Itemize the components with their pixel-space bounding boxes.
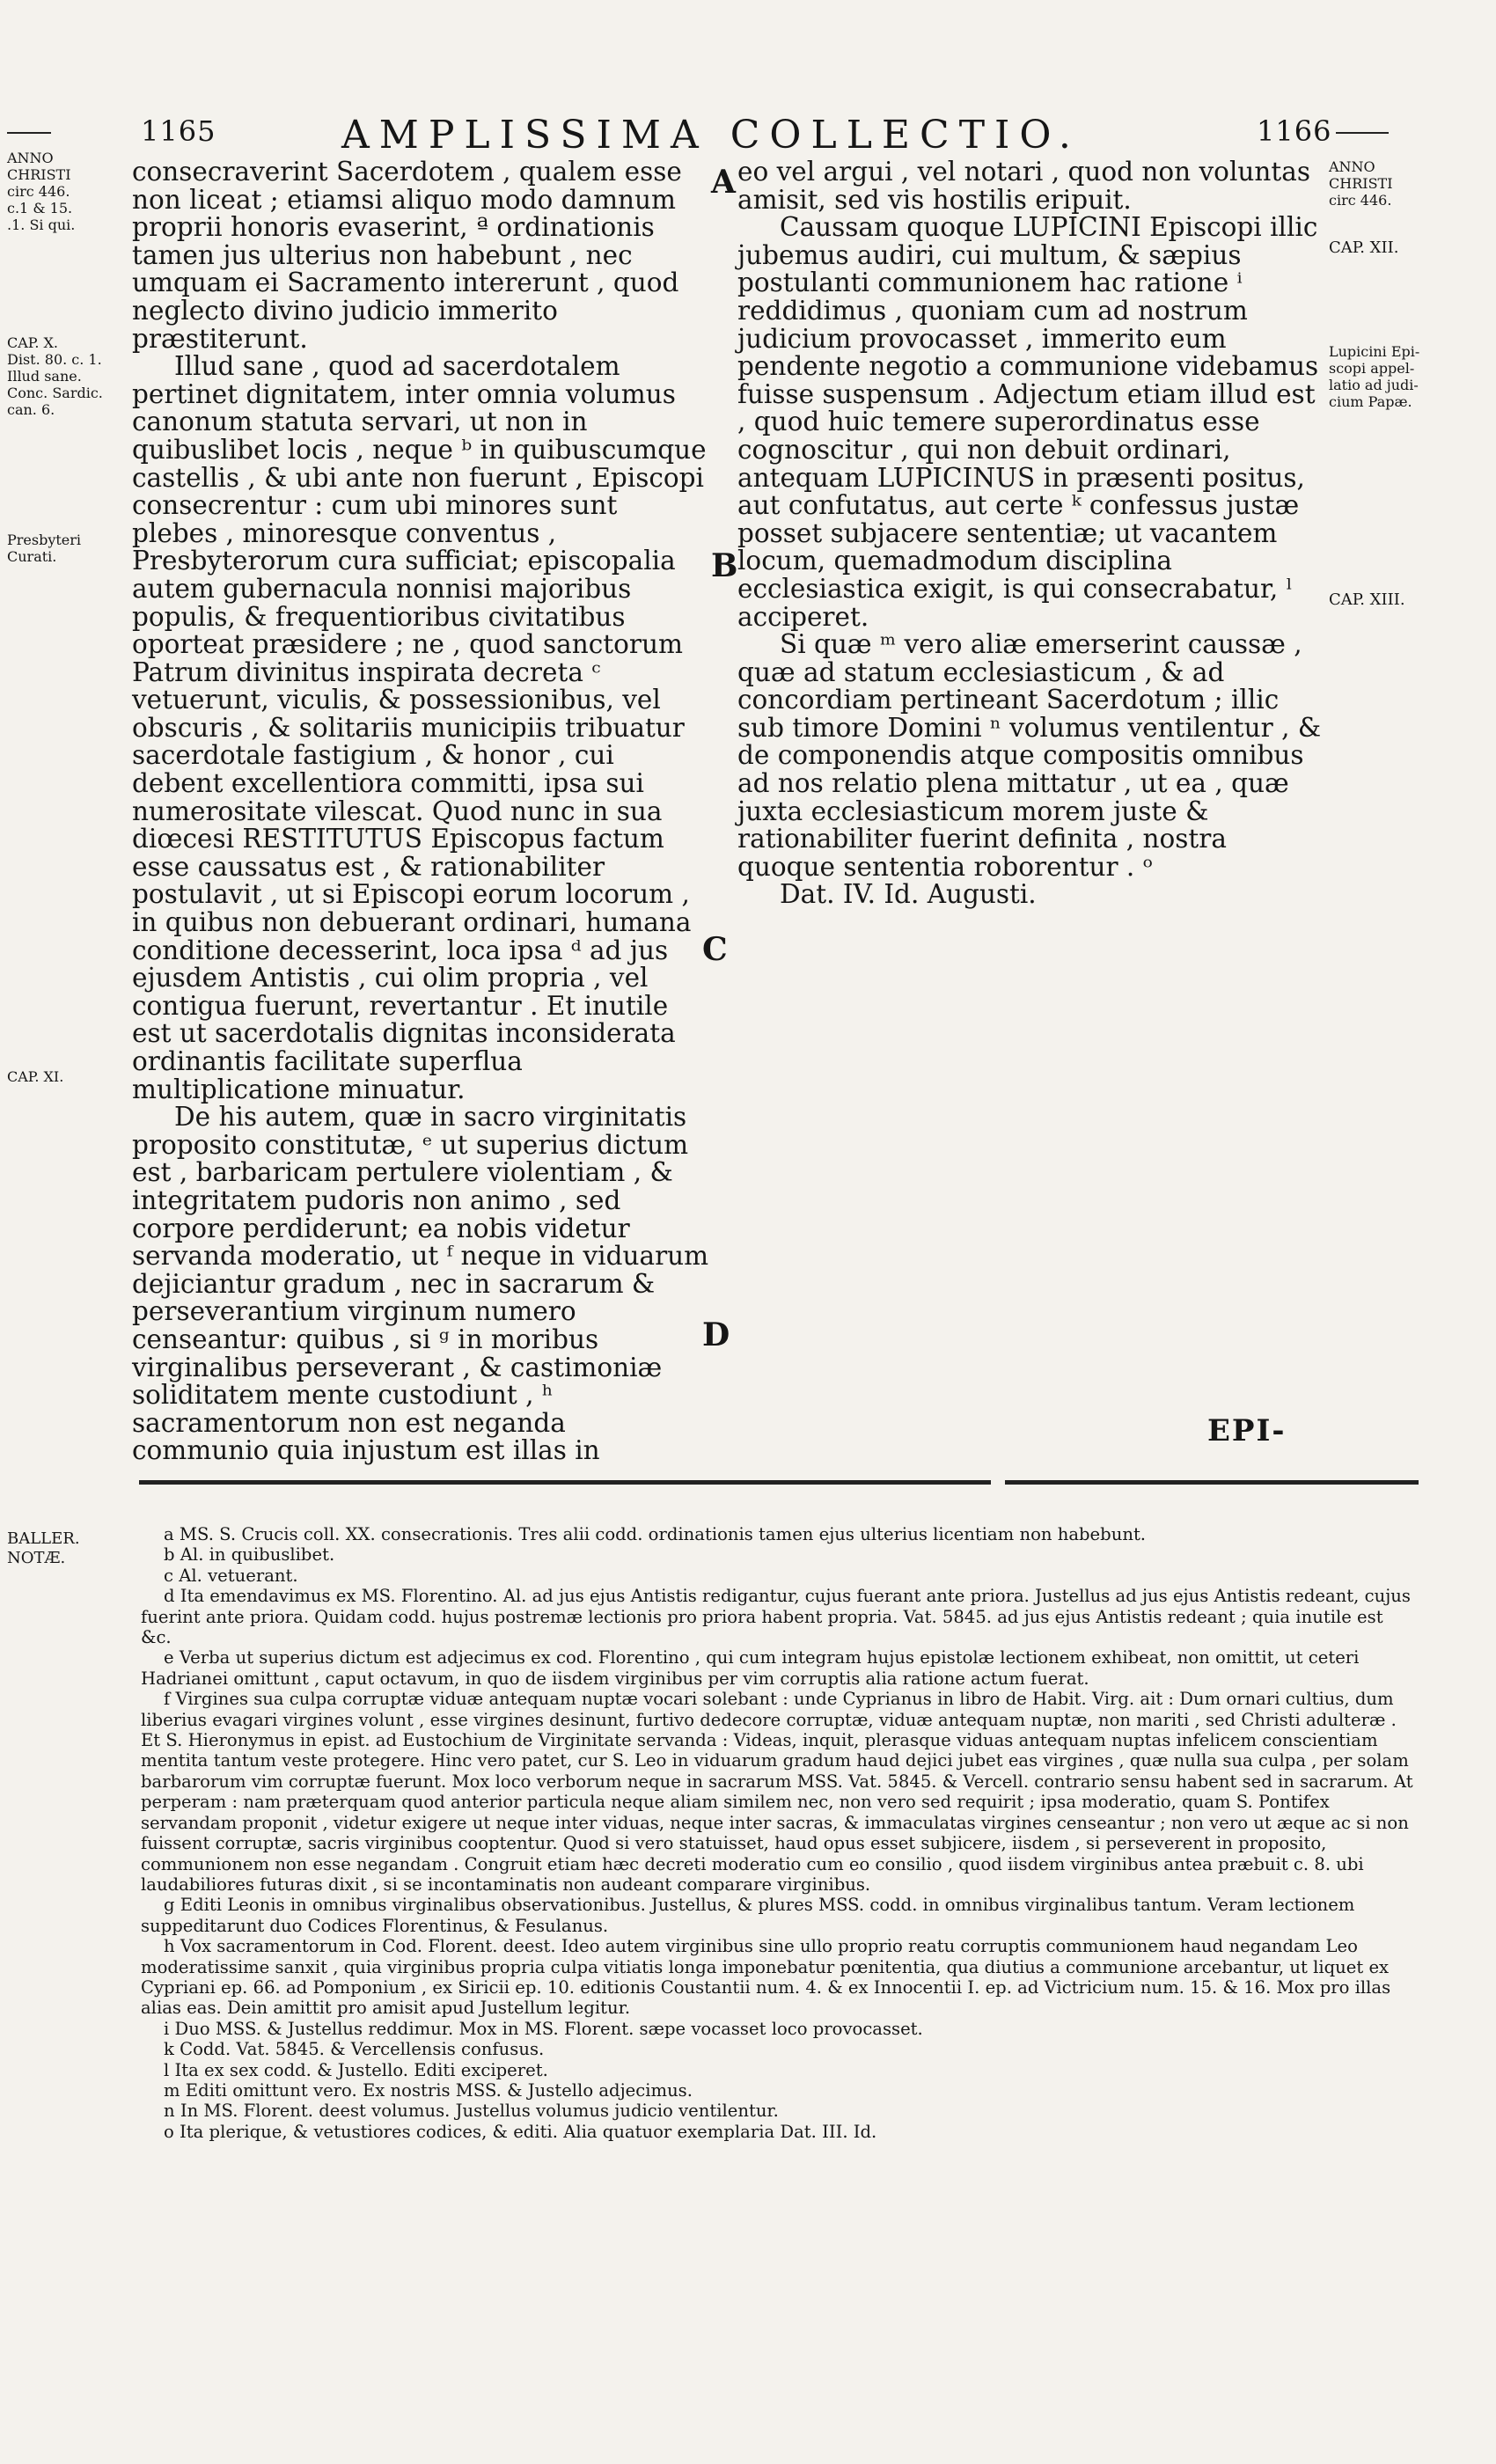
note-c: c Al. vetuerant. xyxy=(164,1565,298,1586)
note-k: k Codd. Vat. 5845. & Vercellensis confusus. xyxy=(164,2039,545,2060)
left-text-column xyxy=(132,158,709,1465)
note-e: e Verba ut superius dictum est adjecimus ex cod. Florentino , qui cum integram hujus epistolæ lectionem exhibeat, non omittit, ut ceteri Hadrianei omittunt , caput octavum, in quo de iisdem virginibus per vim corruptis alia ratione actum fuerat. xyxy=(141,1647,1360,1689)
right-margin-cap-xiii: CAP. XIII. xyxy=(1329,590,1405,609)
date-line: Dat. IV. Id. Augusti. xyxy=(780,879,1037,910)
note-l: l Ita ex sex codd. & Justello. Editi exciperet. xyxy=(164,2059,548,2080)
right-paragraph-2: Caussam quoque LUPICINI Episcopi illic jubemus audiri, cui multum, & sæpius postulanti communionem hac ratione ⁱ reddidimus , quoniam cum ad nostrum judicium provocasset , immerito eum pendente negotio a communione videbamus fuisse suspensum . Adjectum etiam illud est , quod huic temere superordinatus esse cognoscitur , qui non debuit ordinari, antequam LUPICINUS in præsenti positus, aut confutatus, aut certe ᵏ confessus justæ posset subjacere sententiæ; ut vacantem locum, quemadmodum disciplina ecclesiastica exigit, is qui consecrabatur, ˡ acciperet. xyxy=(737,212,1319,632)
right-margin-anno: ANNO CHRISTI circ 446. xyxy=(1329,158,1393,209)
note-o: o Ita plerique, & vetustiores codices, & editi. Alia quatuor exemplaria Dat. III. Id. xyxy=(164,2121,877,2142)
note-b: b Al. in quibuslibet. xyxy=(164,1544,335,1566)
section-letter-d: D xyxy=(702,1316,730,1353)
footnote-rule-right xyxy=(1005,1480,1419,1485)
right-margin-cap-xii: CAP. XII. xyxy=(1329,238,1399,257)
editor-notes xyxy=(141,1524,1417,2142)
section-letter-b: B xyxy=(711,547,738,584)
right-margin-lupicini: Lupicini Epi- scopi appel- latio ad judi- cium Papæ. xyxy=(1329,343,1420,410)
note-n: n In MS. Florent. deest volumus. Justellus volumus judicio ventilentur. xyxy=(164,2101,779,2122)
notes-label: BALLER. NOTÆ. xyxy=(7,1529,80,1567)
left-margin-presbyteri: Presbyteri Curati. xyxy=(7,532,82,565)
left-margin-anno: ANNO CHRISTI circ 446. c.1 & 15. .1. Si qui. xyxy=(7,150,76,233)
left-margin-cap-x: CAP. X. Dist. 80. c. 1. Illud sane. Conc. Sardic. can. 6. xyxy=(7,334,103,418)
note-i: i Duo MSS. & Justellus reddimur. Mox in MS. Florent. sæpe vocasset loco provocasset. xyxy=(164,2018,923,2039)
left-paragraph-3: De his autem, quæ in sacro virginitatis proposito constitutæ, ᵉ ut superius dictum est , barbaricam pertulere violentiam , & integritatem pudoris non animo , sed corpore perdiderunt; ea nobis videtur servanda moderatio, ut ᶠ neque in viduarum dejiciantur gradum , nec in sacrarum & perseverantium virginum numero censeantur: quibus , si ᵍ in moribus virginalibus perseverant , & castimoniæ soliditatem mente custodiunt , ʰ sacramentorum non est neganda communio quia injustum est illas in xyxy=(132,1102,709,1466)
note-d: d Ita emendavimus ex MS. Florentino. Al. ad jus ejus Antistis redigantur, cujus fuerant ante priora. Justellus ad jus ejus Antistis redeant, cujus fuerint ante priora. Quidam codd. hujus postremæ lectionis pro priora habent propria. Vat. 5845. ad jus ejus Antistis redeant ; quia inutile est &c. xyxy=(141,1586,1411,1648)
left-paragraph-1: consecraverint Sacerdotem , qualem esse non liceat ; etiamsi aliquo modo damnum proprii honoris evaserint, ª ordinationis tamen jus ulterius non habebunt , nec umquam ei Sacramento intererunt , quod neglecto divino judicio immerito præstiterunt. xyxy=(132,157,682,354)
right-paragraph-1: eo vel argui , vel notari , quod non voluntas amisit, sed vis hostilis eripuit. xyxy=(737,157,1310,215)
note-f: f Virgines sua culpa corruptæ viduæ antequam nuptæ vocari solebant : unde Cyprianus in libro de Habit. Virg. ait : Dum ornari cultius, dum liberius evagari virgines volunt , esse virgines desinunt, furtivo dedecore corruptæ, viduæ antequam nuptæ, non mariti , sed Christi adulteræ . Et S. Hieronymus in epist. ad Eustochium de Virginitate servanda : Videas, inquit, plerasque viduas antequam nuptas infelicem conscientiam mentita tantum veste protegere. Hinc vero patet, cur S. Leo in viduarum gradum haud dejici jubet eas virgines , quæ nulla sua culpa , per solam barbarorum vim corruptæ fuerunt. Mox loco verborum neque in sacrarum MSS. Vat. 5845. & Vercell. contrario sensu habent sed in sacrarum. At perperam : nam præterquam quod anterior particula neque aliam similem nec, non vero sed requirit ; ipsa moderatio, quam S. Pontifex servandam proponit , videtur exigere ut neque inter viduas, neque inter sacras, & immaculatas virgines censeantur ; non vero ut æque ac si non fuissent corruptæ, sacris virginibus cooptentur. Quod si vero statuisset, haud opus esset subjicere, iisdem , si perseverent in proposito, communionem non esse negandam . Congruit etiam hæc decreti moderatio cum eo consilio , quod iisdem virginibus antea præbuit c. 8. ubi laudabiliores futuras dixit , si se incontaminatis non audeant comparare virginibus. xyxy=(141,1689,1413,1895)
note-m: m Editi omittunt vero. Ex nostris MSS. & Justello adjecimus. xyxy=(164,2079,693,2101)
section-letter-a: A xyxy=(711,164,736,201)
left-paragraph-2: Illud sane , quod ad sacerdotalem pertinet dignitatem, inter omnia volumus canonum statuta servari, ut non in quibuslibet locis , neque ᵇ in quibuscumque castellis , & ubi ante non fuerunt , Episcopi consecrentur : cum ubi minores sunt plebes , minoresque conventus , Presbyterorum cura sufficiat; episcopalia autem gubernacula nonnisi majoribus populis, & frequentioribus civitatibus oporteat præsidere ; ne , quod sanctorum Patrum divinitus inspirata decreta ᶜ vetuerunt, viculis, & possessionibus, vel obscuris , & solitariis municipiis tribuatur sacerdotale fastigium , & honor , cui debent excellentiora committi, ipsa sui numerositate vilescat. Quod nunc in sua diœcesi RESTITUTUS Episcopus factum esse caussatus est , & rationabiliter postulavit , ut si Episcopi eorum locorum , in quibus non debuerant ordinari, humana conditione decesserint, loca ipsa ᵈ ad jus ejusdem Antistis , cui olim propria , vel contigua fuerunt, revertantur . Et inutile est ut sacerdotalis dignitas inconsiderata ordinantis facilitate superflua multiplicatione minuatur. xyxy=(132,351,707,1104)
footnote-rule-left xyxy=(139,1480,991,1485)
section-letter-c: C xyxy=(702,931,728,968)
header-dash-right xyxy=(1336,132,1389,134)
right-text-column xyxy=(737,158,1322,909)
header-dash-left xyxy=(7,132,51,134)
catchword: EPI- xyxy=(1207,1413,1287,1448)
right-paragraph-3: Si quæ ᵐ vero aliæ emerserint caussæ , quæ ad statum ecclesiasticum , & ad concordiam pertineant Sacerdotum ; illic sub timore Domini ⁿ volumus ventilentur , & de componendis atque compositis omnibus ad nos relatio plena mittatur , ut ea , quæ juxta ecclesiasticum morem juste & rationabiliter fuerint definita , nostra quoque sententia roborentur . ᵒ xyxy=(737,629,1322,882)
note-g: g Editi Leonis in omnibus virginalibus observationibus. Justellus, & plures MSS. codd. in omnibus virginalibus tantum. Veram lectionem suppeditarunt duo Codices Florentinus, & Fesulanus. xyxy=(141,1895,1355,1936)
note-a: a MS. S. Crucis coll. XX. consecrationis. Tres alii codd. ordinationis tamen ejus ulterius licentiam non habebunt. xyxy=(164,1524,1147,1544)
left-page-number: 1165 xyxy=(141,114,216,148)
left-margin-cap-xi: CAP. XI. xyxy=(7,1068,64,1085)
right-page-number: 1166 xyxy=(1257,114,1332,148)
running-title: AMPLISSIMA COLLECTIO. xyxy=(341,113,1081,158)
note-h: h Vox sacramentorum in Cod. Florent. deest. Ideo autem virginibus sine ullo proprio reatu corruptis communionem haud negandam Leo moderatissime sanxit , quia virginibus propria culpa vitiatis longa imponebatur pœnitentia, qua diutius a communione arcebantur, ut liquet ex Cypriani ep. 66. ad Pomponium , ex Siricii ep. 10. editionis Coustantii num. 4. & ex Innocentii I. ep. ad Victricium num. 15. & 16. Mox pro illas alias eas. Dein amittit pro amisit apud Justellum legitur. xyxy=(141,1936,1391,2019)
